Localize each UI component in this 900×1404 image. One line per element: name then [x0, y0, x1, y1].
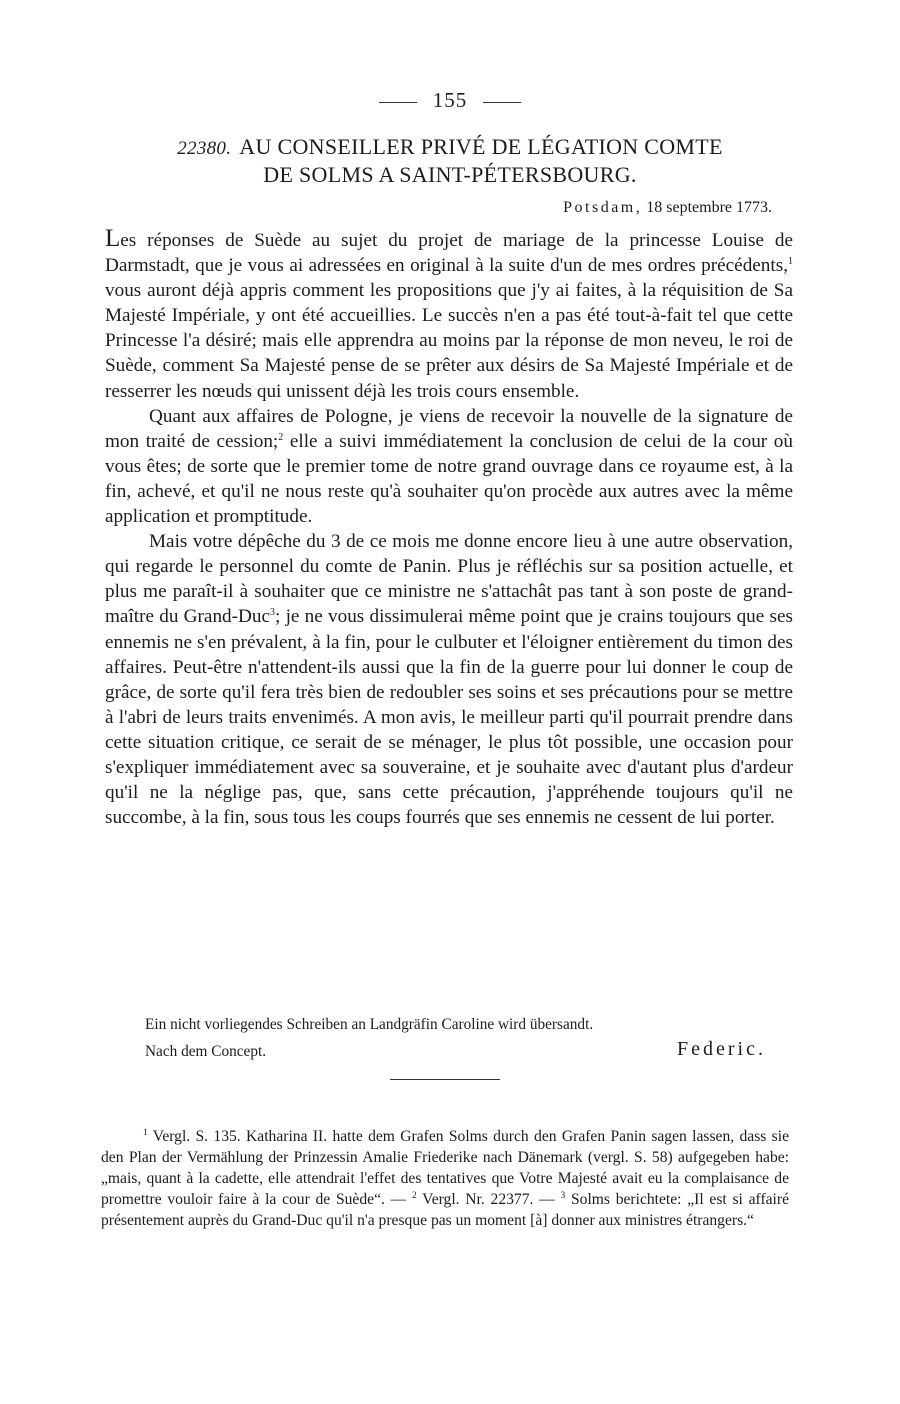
footnote-mark-3: 3	[560, 1191, 566, 1201]
footnote-ref-2: 2	[278, 431, 284, 443]
paragraph-2	[105, 404, 793, 529]
dateline	[563, 199, 772, 217]
page-number: 155	[432, 88, 468, 112]
signature: Federic.	[677, 1038, 766, 1060]
paragraph-1-text-b: vous auront déjà appris comment les propositions que j'y ai faites, à la réquisition de Sa Majesté Impériale, y ont été accueillies. Le succès n'en a pas été tout-à-fait tel que cette Princesse l'a désiré; mais elle apprendra au moins par la réponse de mon neveu, le roi de Suède, comment Sa Majesté pense de se prêter aux désirs de Sa Majesté Impériale et de resserrer les nœuds qui unissent déjà les trois cours ensemble.	[105, 280, 793, 402]
footnote-3-text: Solms berichtete: „Il est si affairé présentement auprès du Grand-Duc qu'il n'a presque pas un moment [à] donner aux ministres étrangers.“	[101, 1191, 790, 1229]
footnote-ref-1: 1	[788, 256, 793, 268]
source-note: Nach dem Concept.	[145, 1043, 267, 1060]
paragraph-1	[105, 226, 793, 404]
footnote-mark-1: 1	[143, 1128, 148, 1138]
heading-line-2: DE SOLMS A SAINT-PÉTERSBOURG.	[263, 162, 637, 187]
left-dash	[379, 102, 417, 103]
footnote-2-text: Vergl. Nr. 22377. —	[416, 1191, 561, 1208]
footnote-block	[101, 1126, 789, 1231]
date: 18 septembre 1773.	[646, 199, 772, 216]
footnote-mark-2: 2	[411, 1191, 417, 1201]
footnotes	[101, 1126, 789, 1231]
letter-heading	[100, 134, 800, 188]
heading-line-1	[100, 134, 800, 162]
paragraph-3	[105, 529, 793, 830]
enclosure-note: Ein nicht vorliegendes Schreiben an Landgräfin Caroline wird übersandt.	[145, 1016, 594, 1033]
footnote-separator	[390, 1079, 500, 1080]
paragraph-1-text-a: es réponses de Suède au sujet du projet de mariage de la princesse Louise de Darmstadt, que je vous ai adressées en original à la suite d'un de mes ordres précédents,	[105, 230, 793, 277]
right-dash	[483, 102, 521, 103]
letter-body	[105, 226, 793, 830]
paragraph-3-text-a: Mais votre dépêche du 3 de ce mois me donne encore lieu à une autre observation, qui regarde le personnel du comte de Panin. Plus je réfléchis sur sa position actuelle, et plus me paraît-il à souhaiter que ce ministre ne s'attachât pas tant à son poste de grand-maître du Grand-Duc	[105, 531, 793, 628]
running-head	[0, 88, 900, 113]
paragraph-3-text-b: ; je ne vous dissimulerai même point que je crains toujours que ses ennemis ne s'en prévalent, à la fin, pour le culbuter et l'éloigner entièrement du timon des affaires. Peut-être n'attendent-ils aussi que la fin de la guerre pour lui donner le coup de grâce, de sorte qu'il fera très bien de redoubler ses soins et ses précautions pour se mettre à l'abri de leurs traits envenimés. A mon avis, le meilleur parti qu'il pourrait prendre dans cette situation critique, ce serait de se ménager, le plus tôt possible, une occasion pour s'expliquer immédiatement avec sa souveraine, et je souhaite avec d'autant plus d'ardeur qu'il ne la néglige pas, que, sans cette précaution, j'appréhende toujours qu'il ne succombe, à la fin, sous tous les coups fourrés que ses ennemis ne cessent de lui porter.	[105, 606, 793, 829]
letter-number: 22380.	[177, 138, 232, 159]
place: Potsdam,	[563, 199, 643, 216]
paragraph-2-text-a: Quant aux affaires de Pologne, je viens de recevoir la nouvelle de la signature de mon traité de cession;	[105, 405, 793, 452]
footnote-ref-3: 3	[270, 607, 275, 619]
footnote-1-text: Vergl. S. 135. Katharina II. hatte dem Grafen Solms durch den Grafen Panin sagen lassen, dass sie den Plan der Vermählung der Prinzessin Amalie Friederike nach Dänemark (vergl. S. 58) aufgegeben habe: „mais, quant à la cadette, elle attendrait l'effet des tentatives que Votre Majesté avait eu la complaisance de promettre vouloir faire à la cour de Suède“. —	[101, 1128, 789, 1208]
heading-text-1: AU CONSEILLER PRIVÉ DE LÉGATION COMTE	[239, 134, 723, 159]
paragraph-2-text-b: elle a suivi immédiatement la conclusion de celui de la cour où vous êtes; de sorte que le premier tome de notre grand ouvrage dans ce royaume est, à la fin, achevé, et qu'il ne nous reste qu'à souhaiter qu'on procède aux autres avec la même application et promptitude.	[105, 430, 793, 528]
drop-initial: L	[105, 225, 121, 252]
